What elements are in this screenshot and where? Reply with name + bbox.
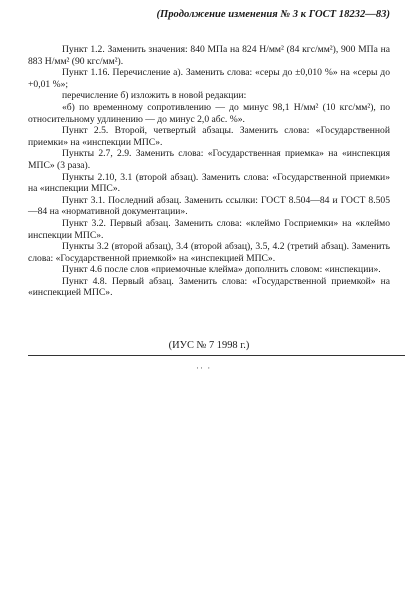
paragraph-2: Пункт 1.16. Перечисление а). Заменить слова: «серы до ±0,010 %» на «серы до +0,01 %»; — [28, 67, 390, 90]
document-body — [28, 44, 390, 299]
paragraph-10: Пункты 3.2 (второй абзац), 3.4 (второй абзац), 3.5, 4.2 (третий абзац). Заменить слова: «Государственной приемкой» на «инспекцией МПС». — [28, 241, 390, 264]
paragraph-8: Пункт 3.1. Последний абзац. Заменить ссылки: ГОСТ 8.504—84 и ГОСТ 8.505—84 на «нормативной документации». — [28, 194, 390, 218]
ius-reference: (ИУС № 7 1998 г.) — [168, 340, 250, 351]
paragraph-3: перечисление б) изложить в новой редакции: — [62, 90, 247, 102]
paragraph-1: Пункт 1.2. Заменить значения: 840 МПа на 824 Н/мм² (84 кгс/мм²), 900 МПа на 883 Н/мм² (90 кгс/мм²). — [28, 44, 390, 67]
paragraph-7: Пункты 2.10, 3.1 (второй абзац). Заменить слова: «Государственной приемки» на «инспекции МПС». — [28, 171, 390, 195]
page-number-fragment: ·· · — [196, 363, 212, 373]
paragraph-9: Пункт 3.2. Первый абзац. Заменить слова: «клеймо Госприемки» на «клеймо инспекции МПС». — [28, 217, 390, 241]
paragraph-6: Пункты 2.7, 2.9. Заменить слова: «Государственная приемка» на «инспекция МПС» (3 раза). — [28, 148, 390, 171]
continuation-header: (Продолжение изменения № 3 к ГОСТ 18232—83) — [156, 9, 390, 20]
paragraph-12: Пункт 4.8. Первый абзац. Заменить слова: «Государственной приемкой» на «инспекцией МПС». — [28, 275, 390, 299]
paragraph-5: Пункт 2.5. Второй, четвертый абзацы. Заменить слова: «Государственной приемки» на «инспекции МПС». — [28, 125, 390, 148]
divider-line — [28, 355, 405, 356]
paragraph-11: Пункт 4.6 после слов «приемочные клейма» дополнить словом: «инспекции». — [62, 264, 381, 276]
paragraph-4: «б) по временному сопротивлению — до минус 98,1 Н/мм² (10 кгс/мм²), по относительному удлинению — до минус 2,0 абс. %». — [28, 101, 390, 125]
